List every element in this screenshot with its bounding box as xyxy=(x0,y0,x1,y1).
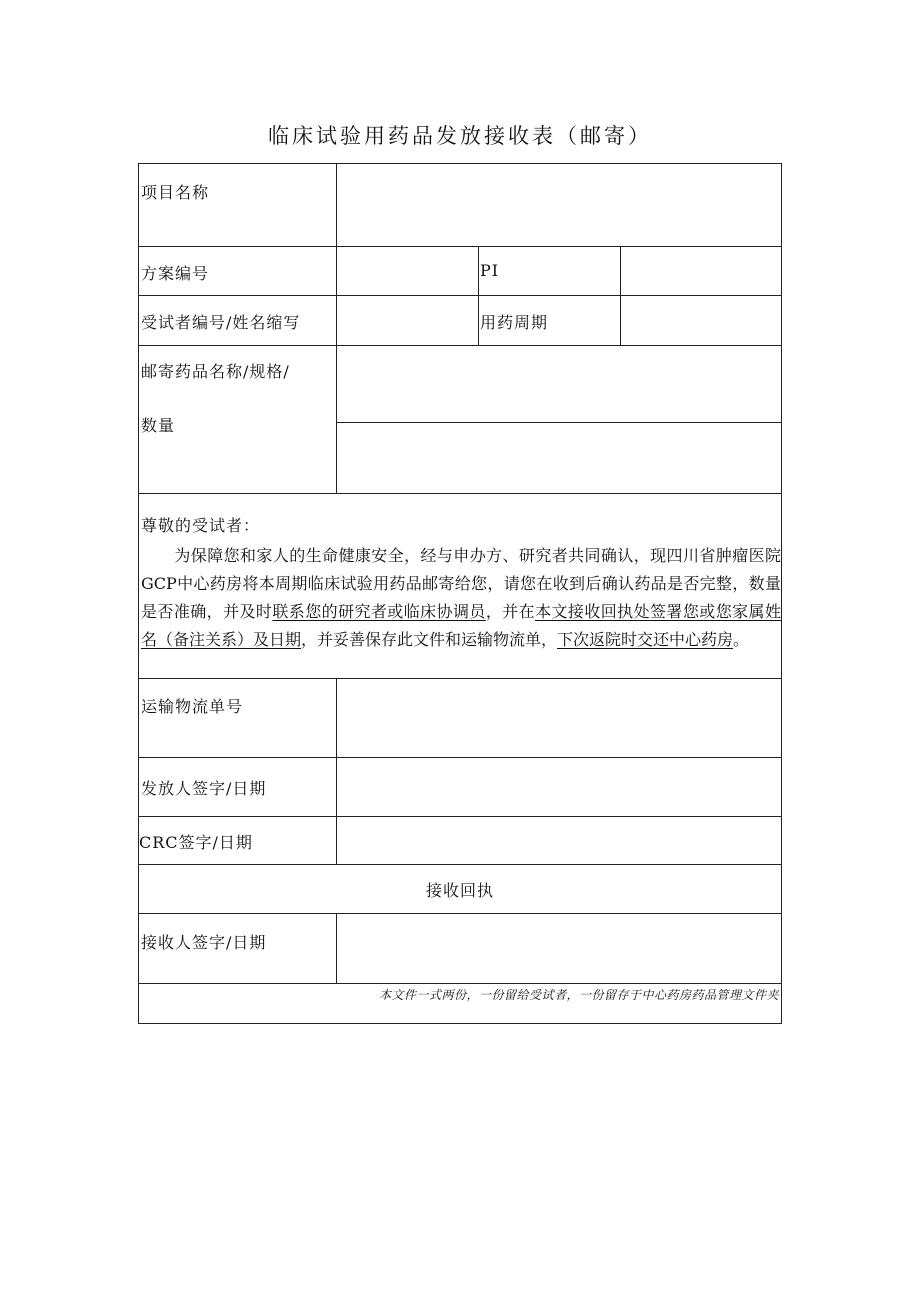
dosing-cycle-label: 用药周期 xyxy=(480,313,549,332)
notice-text: 为保障您和家人的生命健康安全，经与申办方、研究者共同确认，现四川省肿瘤医院GCP中心药房将本周期临床试验用药品邮寄给您，请您在收到后确认药品是否完整，数量是否准确，并及时 xyxy=(141,546,781,621)
row-divider xyxy=(139,246,781,247)
row-divider xyxy=(139,864,781,865)
row-divider xyxy=(139,816,781,817)
row-divider xyxy=(139,493,781,494)
column-divider xyxy=(336,678,337,864)
notice-text: ，并妥善保存此文件和运输物流单， xyxy=(301,630,558,649)
salutation: 尊敬的受试者： xyxy=(141,516,261,535)
column-divider xyxy=(478,246,479,345)
subject-id-label: 受试者编号/姓名缩写 xyxy=(141,313,301,332)
crc-signature-label: CRC签字/日期 xyxy=(139,833,253,852)
row-divider xyxy=(139,757,781,758)
receiver-signature-label: 接收人签字/日期 xyxy=(141,933,267,952)
contact-instruction: 联系您的研究者或临床协调员 xyxy=(272,602,486,621)
row-divider xyxy=(139,345,781,346)
column-divider xyxy=(336,164,337,493)
form-title: 临床试验用药品发放接收表（邮寄） xyxy=(268,124,652,148)
protocol-number-label: 方案编号 xyxy=(141,264,210,283)
dispensing-receipt-form xyxy=(138,163,782,1024)
column-divider xyxy=(620,246,621,345)
project-name-label: 项目名称 xyxy=(141,183,210,202)
row-divider xyxy=(139,678,781,679)
row-divider xyxy=(139,295,781,296)
row-divider xyxy=(139,983,781,984)
notice-paragraph xyxy=(141,542,781,654)
row-divider xyxy=(337,422,781,423)
tracking-number-label: 运输物流单号 xyxy=(141,697,244,716)
return-instruction: 下次返院时交还中心药房 xyxy=(557,630,734,649)
notice-text: ，并在 xyxy=(485,602,536,621)
receipt-header: 接收回执 xyxy=(425,881,494,900)
footer-note: 本文件一式两份，一份留给受试者，一份留存于中心药房药品管理文件夹 xyxy=(378,988,779,1002)
dispenser-signature-label: 发放人签字/日期 xyxy=(141,779,267,798)
pi-label: PI xyxy=(480,261,500,280)
sign-instruction: 本文接收回执处签署您或您家属姓名（备注关系）及日期 xyxy=(141,602,781,649)
drug-quantity-label: 数量 xyxy=(141,416,176,435)
drug-name-label: 邮寄药品名称/规格/ xyxy=(141,362,290,381)
notice-text: 。 xyxy=(733,630,750,649)
row-divider xyxy=(139,913,781,914)
column-divider xyxy=(336,913,337,983)
